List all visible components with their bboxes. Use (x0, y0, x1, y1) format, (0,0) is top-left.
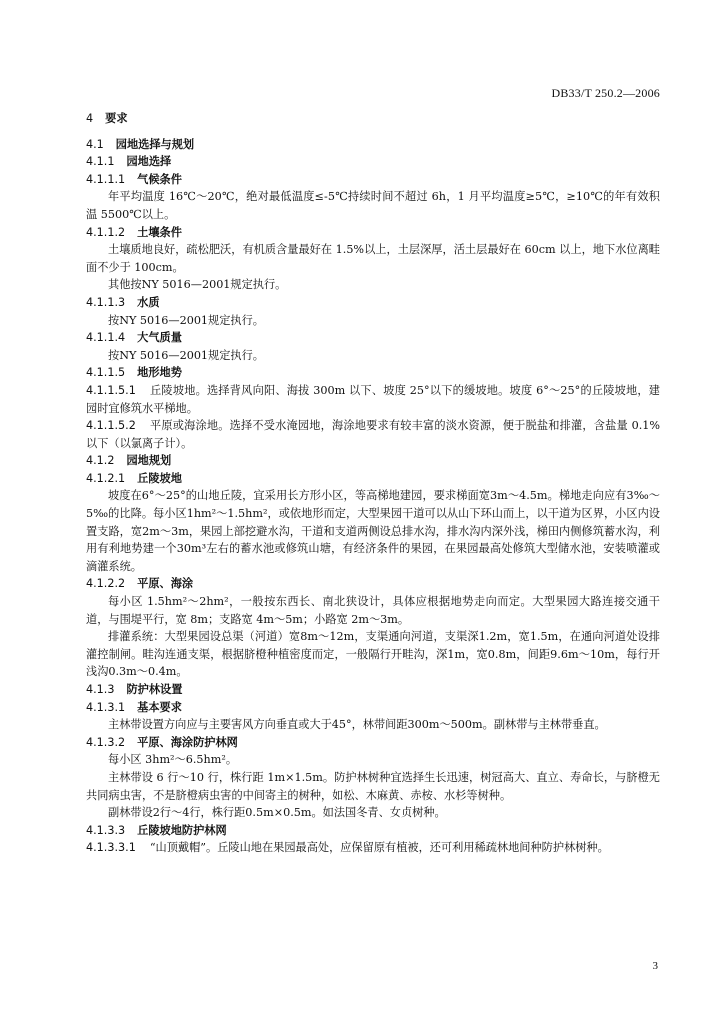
page-number: 3 (652, 960, 658, 972)
document-body (86, 110, 660, 857)
paragraph: 每小区 3hm²～6.5hm²。 (108, 753, 238, 767)
section-heading (86, 171, 660, 189)
clause-text: 平原或海涂地。选择不受水淹园地，海涂地要求有较丰富的淡水资源，便于脱盐和排灌，含盐量 0.1%以下（以氯离子计）。 (86, 419, 660, 450)
paragraph: 按NY 5016—2001规定执行。 (108, 348, 264, 362)
paragraph: 排灌系统：大型果园设总渠（河道）宽8m～12m，支渠通向河道，支渠深1.2m，宽1.5m，在通向河道处设排灌控制闸。畦沟连通支渠，根据脐橙种植密度而定，一般隔行开畦沟，深1m，宽0.8m，间距9.6m～10m，每行开浅沟0.3m～0.4m。 (86, 630, 660, 679)
section-title: 要求 (105, 112, 128, 125)
section-number: 4 (86, 112, 94, 125)
clause-text: 丘陵坡地。选择背风向阳、海拔 300m 以下、坡度 25°以下的缓坡地。坡度 6°～25°的丘陵坡地，建园时宜修筑水平梯地。 (86, 383, 660, 415)
section-title: 平原、海涂防护林网 (137, 735, 238, 749)
section-title: 丘陵坡地防护林网 (137, 823, 227, 837)
paragraph: 主林带设置方向应与主要害风方向垂直或大于45°，林带间距300m～500m。副林带与主林带垂直。 (108, 718, 606, 732)
section-number: 4.1.1.3 (86, 295, 126, 309)
section-heading (86, 136, 660, 154)
clause-number: 4.1.1.5.2 (86, 419, 136, 433)
section-number: 4.1.1.4 (86, 331, 126, 345)
section-number: 4.1.3.3 (86, 823, 126, 837)
section-number: 4.1.3 (86, 683, 115, 696)
section-number: 4.1.1.2 (86, 225, 126, 239)
section-heading (86, 294, 660, 312)
section-heading (86, 699, 660, 717)
section-number: 4.1.2.2 (86, 577, 126, 591)
clause-number: 4.1.1.5.1 (86, 383, 136, 397)
section-title: 平原、海涂 (137, 577, 194, 591)
paragraph: 年平均温度 16℃～20℃，绝对最低温度≤-5℃持续时间不超过 6h，1 月平均温度≥5℃，≥10℃的年有效积温 5500℃以上。 (86, 190, 660, 221)
section-title: 水质 (137, 295, 160, 309)
section-heading (86, 734, 660, 752)
section-number: 4.1.3.1 (86, 700, 126, 714)
paragraph: 土壤质地良好，疏松肥沃，有机质含量最好在 1.5%以上，土层深厚，活土层最好在 60cm 以上，地下水位离畦面不少于 100cm。 (86, 243, 660, 274)
section-heading (86, 110, 660, 128)
section-number: 4.1 (86, 137, 104, 151)
section-number: 4.1.1.1 (86, 172, 126, 186)
section-heading (86, 153, 660, 171)
numbered-paragraph (86, 839, 660, 857)
numbered-paragraph (86, 417, 660, 452)
spacer (86, 128, 660, 136)
paragraph: 按NY 5016—2001规定执行。 (108, 313, 264, 327)
section-title: 地形地势 (137, 366, 182, 380)
section-number: 4.1.2.1 (86, 471, 126, 485)
paragraph: 每小区 1.5hm²～2hm²，一般按东西长、南北狭设计，具体应根据地势走向而定。大型果园大路连接交通干道，与围堤平行，宽 8m；支路宽 4m～5m；小路宽 2m～3m。 (86, 595, 660, 626)
section-heading (86, 470, 660, 488)
section-heading (86, 364, 660, 382)
section-title: 丘陵坡地 (137, 471, 182, 485)
section-heading (86, 575, 660, 593)
section-heading (86, 329, 660, 347)
section-heading (86, 681, 660, 699)
section-title: 土壤条件 (137, 225, 182, 239)
section-title: 气候条件 (137, 172, 182, 186)
section-title: 大气质量 (137, 331, 182, 345)
section-heading (86, 822, 660, 840)
paragraph: 坡度在6°～25°的山地丘陵，宜采用长方形小区，等高梯地建园，要求梯面宽3m～4.5m。梯地走向应有3‰～5‰的比降。每小区1hm²～1.5hm²，或依地形而定，大型果园干道可以从山下环山而上，以干道为区界，小区内设置支路，宽2m～3m，果园上部挖避水沟，干道和支道两侧设总排水沟，排水沟内深外浅，梯田内侧修筑蓄水沟，利用有利地势建一个30m³左右的蓄水池或修筑山塘，有经济条件的果园，在果园最高处修筑大型储水池，安装喷灌或滴灌系统。 (86, 489, 660, 573)
paragraph: 主林带设 6 行～10 行，株行距 1m×1.5m。防护林树种宜选择生长迅速，树冠高大、直立、寿命长，与脐橙无共同病虫害，不是脐橙病虫害的中间寄主的树种，如松、木麻黄、赤桉、水杉等树种。 (86, 770, 660, 802)
section-number: 4.1.1 (86, 155, 115, 169)
section-title: 园地规划 (126, 454, 172, 468)
clause-number: 4.1.3.3.1 (86, 841, 136, 855)
section-number: 4.1.3.2 (86, 735, 126, 749)
section-title: 园地选择 (126, 155, 172, 169)
section-number: 4.1.1.5 (86, 366, 126, 380)
paragraph: 副林带设2行～4行，株行距0.5m×0.5m。如法国冬青、女贞树种。 (108, 806, 446, 820)
section-heading (86, 452, 660, 470)
section-title: 园地选择与规划 (115, 137, 195, 151)
section-title: 基本要求 (137, 700, 182, 714)
paragraph: 其他按NY 5016—2001规定执行。 (108, 278, 287, 292)
section-heading (86, 224, 660, 242)
section-title: 防护林设置 (126, 683, 183, 696)
section-number: 4.1.2 (86, 454, 115, 468)
document-code: DB33/T 250.2—2006 (551, 86, 660, 100)
numbered-paragraph (86, 382, 660, 417)
clause-text: “山顶戴帽”。丘陵山地在果园最高处，应保留原有植被，还可利用稀疏林地间种防护林树种。 (149, 841, 609, 855)
